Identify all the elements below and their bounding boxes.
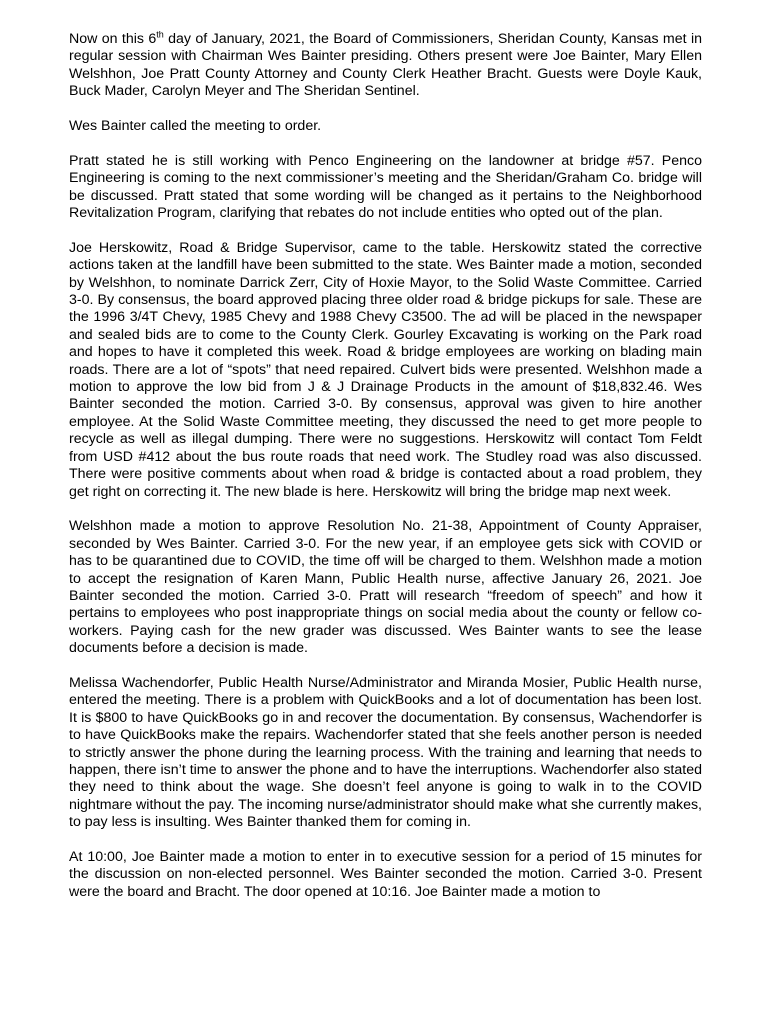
paragraph-public-health: Melissa Wachendorfer, Public Health Nurse/Administrator and Miranda Mosier, Public Health nurse, entered the meeting. There is a problem with QuickBooks and a lot of documentation has been lost. It is $800 to have QuickBooks go in and recover the documentation. By consensus, Wachendorfer is to have QuickBooks make the repairs. Wachendorfer stated that she feels another person is needed to strictly answer the phone during the learning process. With the training and learning that needs to happen, there isn’t time to answer the phone and to have the interruptions. Wachendorfer also stated they need to think about the wage. She doesn’t feel anyone is going to walk in to the COVID nightmare without the pay. The incoming nurse/administrator should make what she currently makes, to pay less is insulting. Wes Bainter thanked them for coming in.	[69, 674, 702, 831]
ordinal-suffix: th	[156, 29, 164, 40]
paragraph-opening	[69, 31, 702, 101]
paragraph-pratt-report: Pratt stated he is still working with Penco Engineering on the landowner at bridge #57. Penco Engineering is coming to the next commissioner’s meeting and the Sheridan/Graham Co. bridge will be discussed. Pratt stated that some wording will be changed as it pertains to the Neighborhood Revitalization Program, clarifying that rebates do not include entities who opted out of the plan.	[69, 152, 702, 222]
paragraph-resolution: Welshhon made a motion to approve Resolution No. 21-38, Appointment of County Appraiser, seconded by Wes Bainter. Carried 3-0. For the new year, if an employee gets sick with COVID or has to be quarantined due to COVID, the time off will be charged to them. Welshhon made a motion to accept the resignation of Karen Mann, Public Health nurse, affective January 26, 2021. Joe Bainter seconded the motion. Carried 3-0. Pratt will research “freedom of speech” and how it pertains to employees who post inappropriate things on social media about the county or fellow co-workers. Paying cash for the new grader was discussed. Wes Bainter wants to see the lease documents before a decision is made.	[69, 518, 702, 657]
opening-text-rest: day of January, 2021, the Board of Commissioners, Sheridan County, Kansas met in regular session with Chairman Wes Bainter presiding. Others present were Joe Bainter, Mary Ellen Welshhon, Joe Pratt County Attorney and County Clerk Heather Bracht. Guests were Doyle Kauk, Buck Mader, Carolyn Meyer and The Sheridan Sentinel.	[69, 31, 702, 100]
meeting-minutes-body	[69, 31, 702, 901]
paragraph-road-bridge: Joe Herskowitz, Road & Bridge Supervisor, came to the table. Herskowitz stated the corrective actions taken at the landfill have been submitted to the state. Wes Bainter made a motion, seconded by Welshhon, to nominate Darrick Zerr, City of Hoxie Mayor, to the Solid Waste Committee. Carried 3-0. By consensus, the board approved placing three older road & bridge pickups for sale. These are the 1996 3/4T Chevy, 1985 Chevy and 1988 Chevy C3500. The ad will be placed in the newspaper and sealed bids are to come to the County Clerk. Gourley Excavating is working on the Park road and hopes to have it completed this week. Road & bridge employees are working on blading main roads. There are a lot of “spots” that need repaired. Culvert bids were presented. Welshhon made a motion to approve the low bid from J & J Drainage Products in the amount of $18,832.46. Wes Bainter seconded the motion. Carried 3-0. By consensus, approval was given to hire another employee. At the Solid Waste Committee meeting, they discussed the need to get more people to recycle as well as illegal dumping. There were no suggestions. Herskowitz will contact Tom Feldt from USD #412 about the bus route roads that need work. The Studley road was also discussed. There were positive comments about when road & bridge is contacted about a road problem, they get right on correcting it. The new blade is here. Herskowitz will bring the bridge map next week.	[69, 239, 702, 500]
paragraph-call-to-order: Wes Bainter called the meeting to order.	[69, 118, 322, 135]
paragraph-executive-session: At 10:00, Joe Bainter made a motion to enter in to executive session for a period of 15 minutes for the discussion on non-elected personnel. Wes Bainter seconded the motion. Carried 3-0. Present were the board and Bracht. The door opened at 10:16. Joe Bainter made a motion to	[69, 849, 702, 900]
opening-text-start: Now on this 6	[69, 31, 157, 47]
